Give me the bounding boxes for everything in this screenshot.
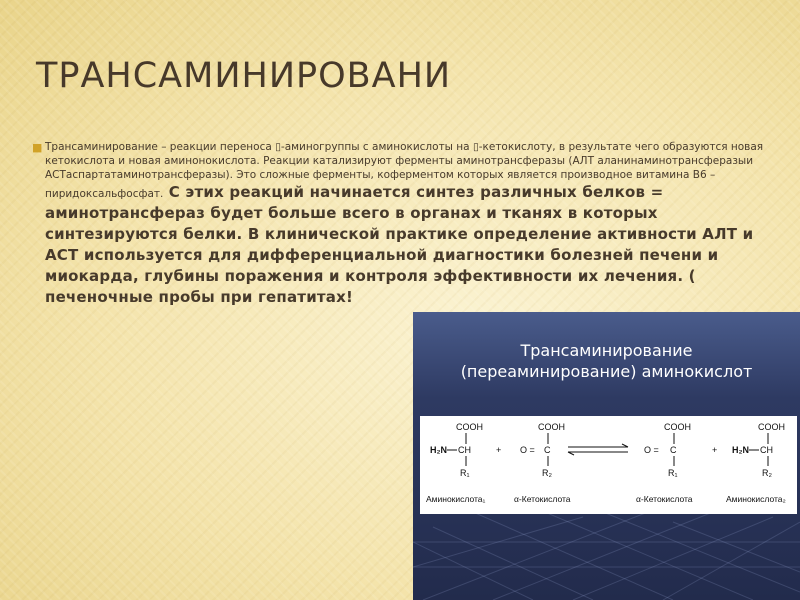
keto1-r2: R₂ [542,468,552,478]
aa1-ch: CH [458,445,471,455]
aa2-ch: CH [760,445,773,455]
plus-2: + [712,445,718,455]
body-text-bold: С этих реакций начинается синтез различных белков = аминотрансфераз будет больше всего в органах и тканях в которых синтезируются белки. В клинической практике определение активности АЛТ и АСТ используется для дифференциальной диагностики болезней печени и миокарда, глубины поражения и контроля эффективности их лечения. ( печеночные пробы при гепатитах! [45,183,754,306]
figure-title [413,340,800,382]
body-text-normal: Трансаминирование – реакции переноса ▯-аминогруппы с аминокислоты на ▯-кетокислоту, в результате чего образуются новая кетокислота и новая аминонокислота. Реакции катализируют ферменты аминотрансферазы (АЛТ аланинаминотрансферазыи АСТаспартатаминотрансферазы). Это сложные ферменты, коферментом которых является производное витамина В6 – пиридоксальфосфат. [45,141,764,200]
label-ketoacid-2: α-Кетокислота [636,494,693,504]
label-aminoacid-2: Аминокислота₂ [726,494,786,504]
aa1-cooh: COOH [456,422,483,432]
figure-title-line-2: (переаминирование) аминокислот [460,362,753,381]
aa1-r1: R₁ [460,468,470,478]
equilibrium-arrow-icon [568,444,628,455]
figure-title-line-1: Трансаминирование [520,341,693,360]
aa2-cooh: COOH [758,422,785,432]
keto2-o: O = [644,445,659,455]
transamination-figure [413,312,800,600]
keto1-c: C [544,445,551,455]
aa2-r2: R₂ [762,468,772,478]
keto1-o: O = [520,445,535,455]
bullet-icon: ■ [32,141,43,154]
aa2-h2n: H₂N [732,445,749,455]
slide-title: ТРАНСАМИНИРОВАНИ [36,56,452,96]
aa1-h2n: H₂N [430,445,447,455]
plus-1: + [496,445,502,455]
slide-body [32,140,784,308]
label-ketoacid-1: α-Кетокислота [514,494,571,504]
keto2-cooh: COOH [664,422,691,432]
body-paragraph [45,140,784,308]
reaction-scheme [420,416,797,514]
reaction-scheme-svg [420,416,797,514]
keto2-r1: R₁ [668,468,678,478]
label-aminoacid-1: Аминокислота₁ [426,494,486,504]
keto2-c: C [670,445,677,455]
keto1-cooh: COOH [538,422,565,432]
